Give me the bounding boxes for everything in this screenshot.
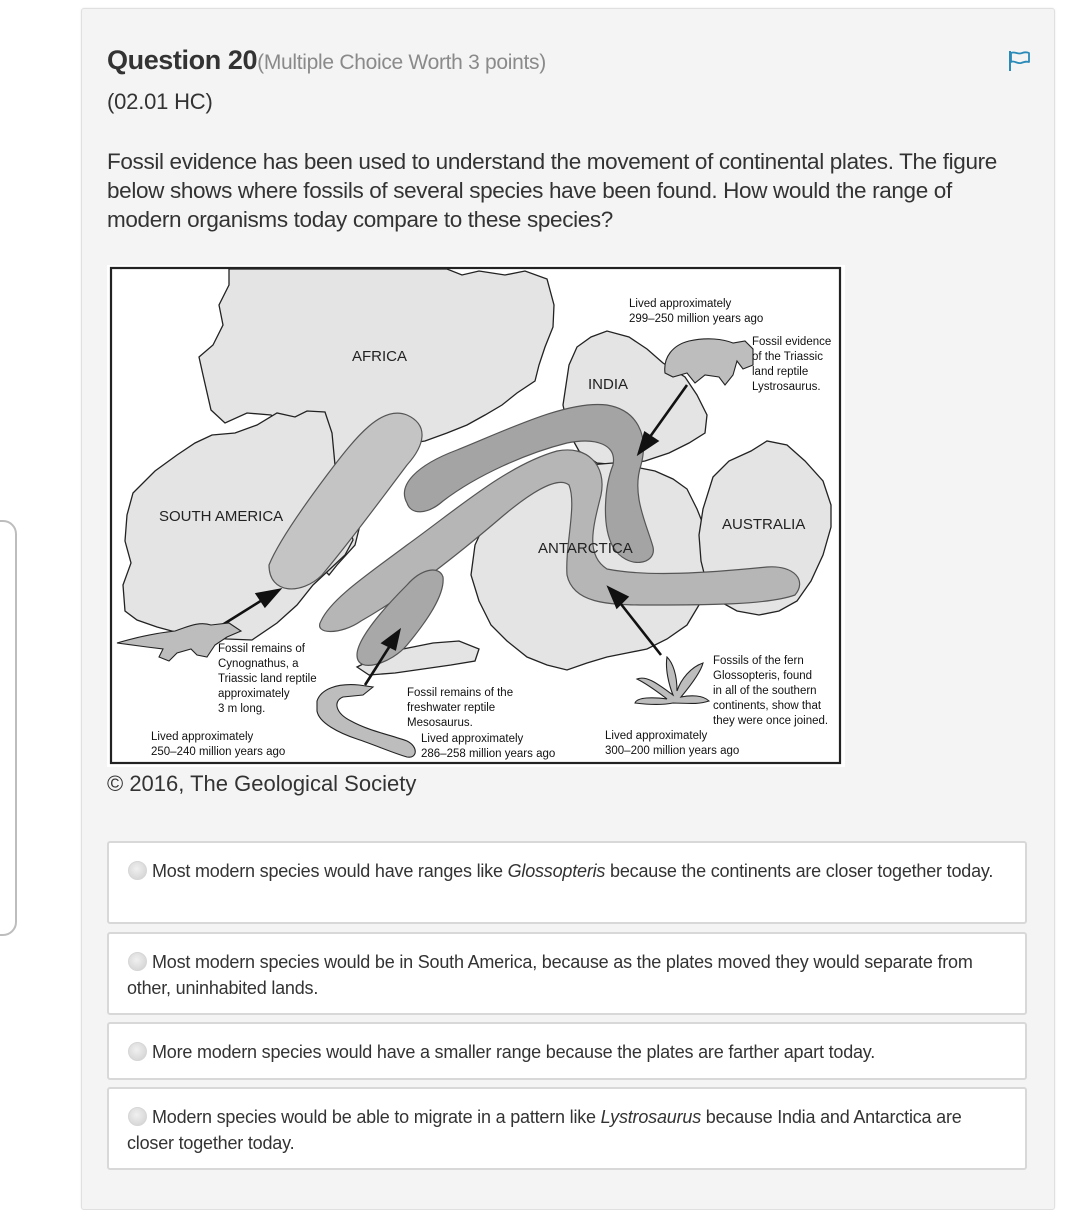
lystrosaurus-lived-2: 299–250 million years ago — [629, 313, 764, 325]
label-africa: AFRICA — [352, 348, 408, 365]
question-card — [81, 8, 1055, 1210]
cynognathus-desc-2: Cynognathus, a — [218, 658, 299, 670]
answer-option-1[interactable] — [107, 841, 1027, 924]
lystrosaurus-desc-2: of the Triassic — [752, 351, 823, 363]
question-code: (02.01 HC) — [107, 89, 213, 114]
flag-button[interactable] — [1006, 49, 1032, 73]
mesosaurus-desc-2: freshwater reptile — [407, 702, 496, 714]
flag-icon — [1006, 49, 1032, 73]
mesosaurus-lived-1: Lived approximately — [421, 733, 524, 745]
figure-credit: © 2016, The Geological Society — [107, 771, 417, 796]
lystrosaurus-desc-1: Fossil evidence — [752, 336, 832, 348]
cynognathus-desc-5: 3 m long. — [218, 703, 266, 715]
glossopteris-desc-4: continents, show that — [713, 700, 822, 712]
question-title: Question 20 — [107, 45, 258, 75]
cynognathus-desc-1: Fossil remains of — [218, 643, 305, 655]
radio-button[interactable] — [128, 1107, 147, 1126]
answer-option-2[interactable] — [107, 932, 1027, 1015]
lystrosaurus-desc-4: Lystrosaurus. — [752, 381, 821, 393]
option-text: Modern species would be able to migrate in a pattern like Lystrosaurus because India and Antarctica are closer together today. — [127, 1107, 962, 1153]
cynognathus-desc-3: Triassic land reptile — [218, 673, 317, 685]
question-meta: (Multiple Choice Worth 3 points) — [257, 51, 546, 74]
glossopteris-lived-1: Lived approximately — [605, 730, 708, 742]
question-text: Fossil evidence has been used to understand the movement of continental plates. The figure below shows where fossils of several species have been found. How would the range of modern organisms today compare to these species? — [107, 149, 997, 232]
side-panel — [0, 520, 17, 936]
glossopteris-desc-1: Fossils of the fern — [713, 655, 804, 667]
label-antarctica: ANTARCTICA — [538, 540, 633, 557]
mesosaurus-desc-1: Fossil remains of the — [407, 687, 514, 699]
radio-button[interactable] — [128, 952, 147, 971]
option-text: Most modern species would be in South America, because as the plates moved they would separate from other, uninhabited lands. — [127, 952, 973, 998]
mesosaurus-lived-2: 286–258 million years ago — [421, 748, 556, 760]
option-text: More modern species would have a smaller range because the plates are farther apart today. — [152, 1042, 876, 1062]
option-text: Most modern species would have ranges like Glossopteris because the continents are closer together today. — [152, 861, 994, 881]
answer-option-3[interactable] — [107, 1022, 1027, 1080]
glossopteris-desc-5: they were once joined. — [713, 715, 829, 727]
radio-button[interactable] — [128, 861, 147, 880]
radio-button[interactable] — [128, 1042, 147, 1061]
question-header — [107, 45, 546, 76]
cynognathus-lived-2: 250–240 million years ago — [151, 746, 286, 758]
fossil-map-figure — [107, 265, 845, 767]
glossopteris-desc-2: Glossopteris, found — [713, 670, 813, 682]
cynognathus-desc-4: approximately — [218, 688, 290, 700]
answer-option-4[interactable] — [107, 1087, 1027, 1170]
lystrosaurus-desc-3: land reptile — [752, 366, 809, 378]
cynognathus-lived-1: Lived approximately — [151, 731, 254, 743]
lystrosaurus-lived-1: Lived approximately — [629, 298, 732, 310]
label-india: INDIA — [588, 376, 629, 393]
glossopteris-lived-2: 300–200 million years ago — [605, 745, 740, 757]
glossopteris-desc-3: in all of the southern — [713, 685, 817, 697]
label-south-america: SOUTH AMERICA — [159, 508, 284, 525]
mesosaurus-desc-3: Mesosaurus. — [407, 717, 473, 729]
label-australia: AUSTRALIA — [722, 516, 806, 533]
